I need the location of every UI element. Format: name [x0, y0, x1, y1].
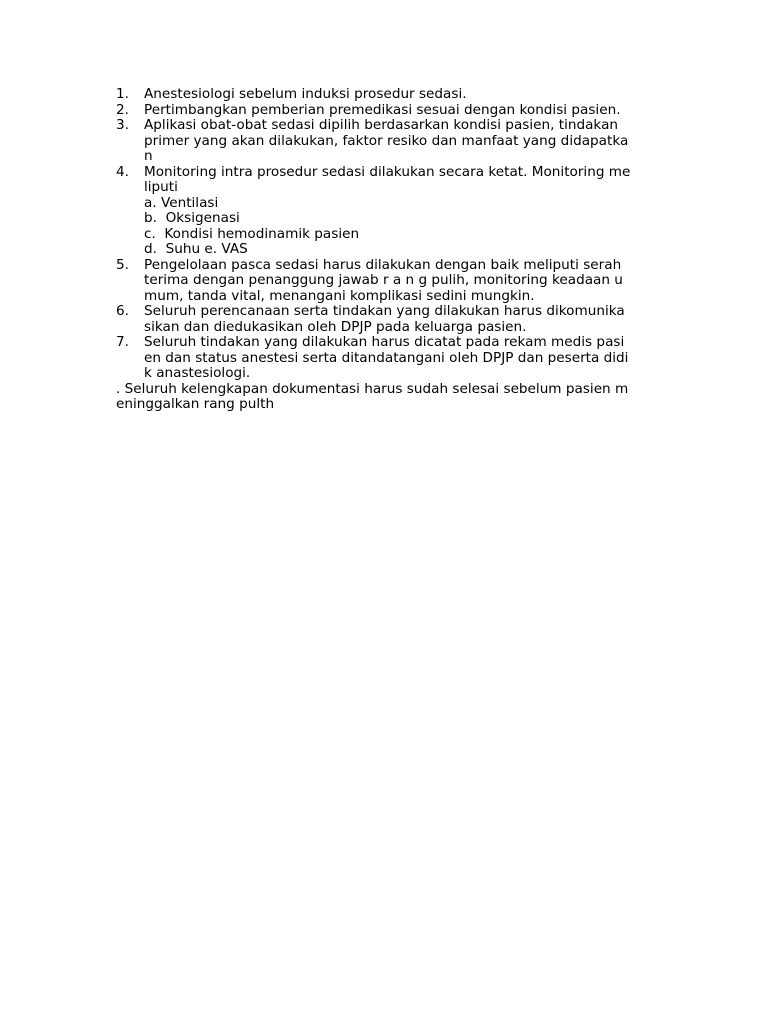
list-number: 4.: [116, 163, 129, 180]
list-text: Pengelolaan pasca sedasi harus dilakukan dengan baik meliputi serah: [144, 256, 622, 273]
paragraph-text: eninggalkan rang pulth: [116, 396, 275, 412]
sub-list-item-suhu-vas: d. Suhu e. VAS: [144, 241, 248, 257]
list-text: n: [144, 148, 153, 164]
list-item: [116, 258, 656, 305]
list-text: k anastesiologi.: [144, 365, 251, 381]
list-number: 1.: [116, 86, 129, 102]
list-number: 3.: [116, 117, 129, 133]
list-item: [116, 118, 656, 165]
document-body: [116, 87, 656, 413]
list-number: 2.: [116, 101, 129, 118]
closing-paragraph: [116, 382, 656, 413]
list-text: Pertimbangkan pemberian premedikasi sesuai dengan kondisi pasien.: [144, 101, 621, 118]
list-text: terima dengan penanggung jawab r a n g pulih, monitoring keadaan u: [144, 272, 623, 288]
list-text: en dan status anestesi serta ditandatangani oleh DPJP dan peserta didi: [144, 349, 629, 366]
list-number: 6.: [116, 303, 129, 319]
list-number: 7.: [116, 334, 129, 350]
list-item: [116, 165, 656, 258]
list-text: Anestesiologi sebelum induksi prosedur sedasi.: [144, 86, 467, 102]
list-text: mum, tanda vital, menangani komplikasi sedini mungkin.: [144, 287, 535, 304]
sub-list-item-ventilasi: a. Ventilasi: [144, 194, 219, 211]
list-text: Aplikasi obat-obat sedasi dipilih berdasarkan kondisi pasien, tindakan: [144, 117, 619, 133]
list-number: 5.: [116, 256, 129, 273]
list-text: sikan dan diedukasikan oleh DPJP pada keluarga pasien.: [144, 318, 527, 335]
list-item: [116, 103, 656, 119]
list-text: Seluruh perencanaan serta tindakan yang dilakukan harus dikomunika: [144, 303, 625, 319]
paragraph-text: . Seluruh kelengkapan dokumentasi harus sudah selesai sebelum pasien m: [116, 380, 629, 397]
list-text: primer yang akan dilakukan, faktor resiko dan manfaat yang didapatka: [144, 132, 629, 149]
list-text: liputi: [144, 179, 178, 195]
list-item: [116, 87, 656, 103]
sub-list-item-hemodinamik: c. Kondisi hemodinamik pasien: [144, 225, 360, 242]
list-item: [116, 335, 656, 382]
list-text: Seluruh tindakan yang dilakukan harus dicatat pada rekam medis pasi: [144, 334, 625, 350]
list-item: [116, 304, 656, 335]
sub-list-item-oksigenasi: b. Oksigenasi: [144, 210, 240, 226]
list-text: Monitoring intra prosedur sedasi dilakukan secara ketat. Monitoring me: [144, 163, 631, 180]
